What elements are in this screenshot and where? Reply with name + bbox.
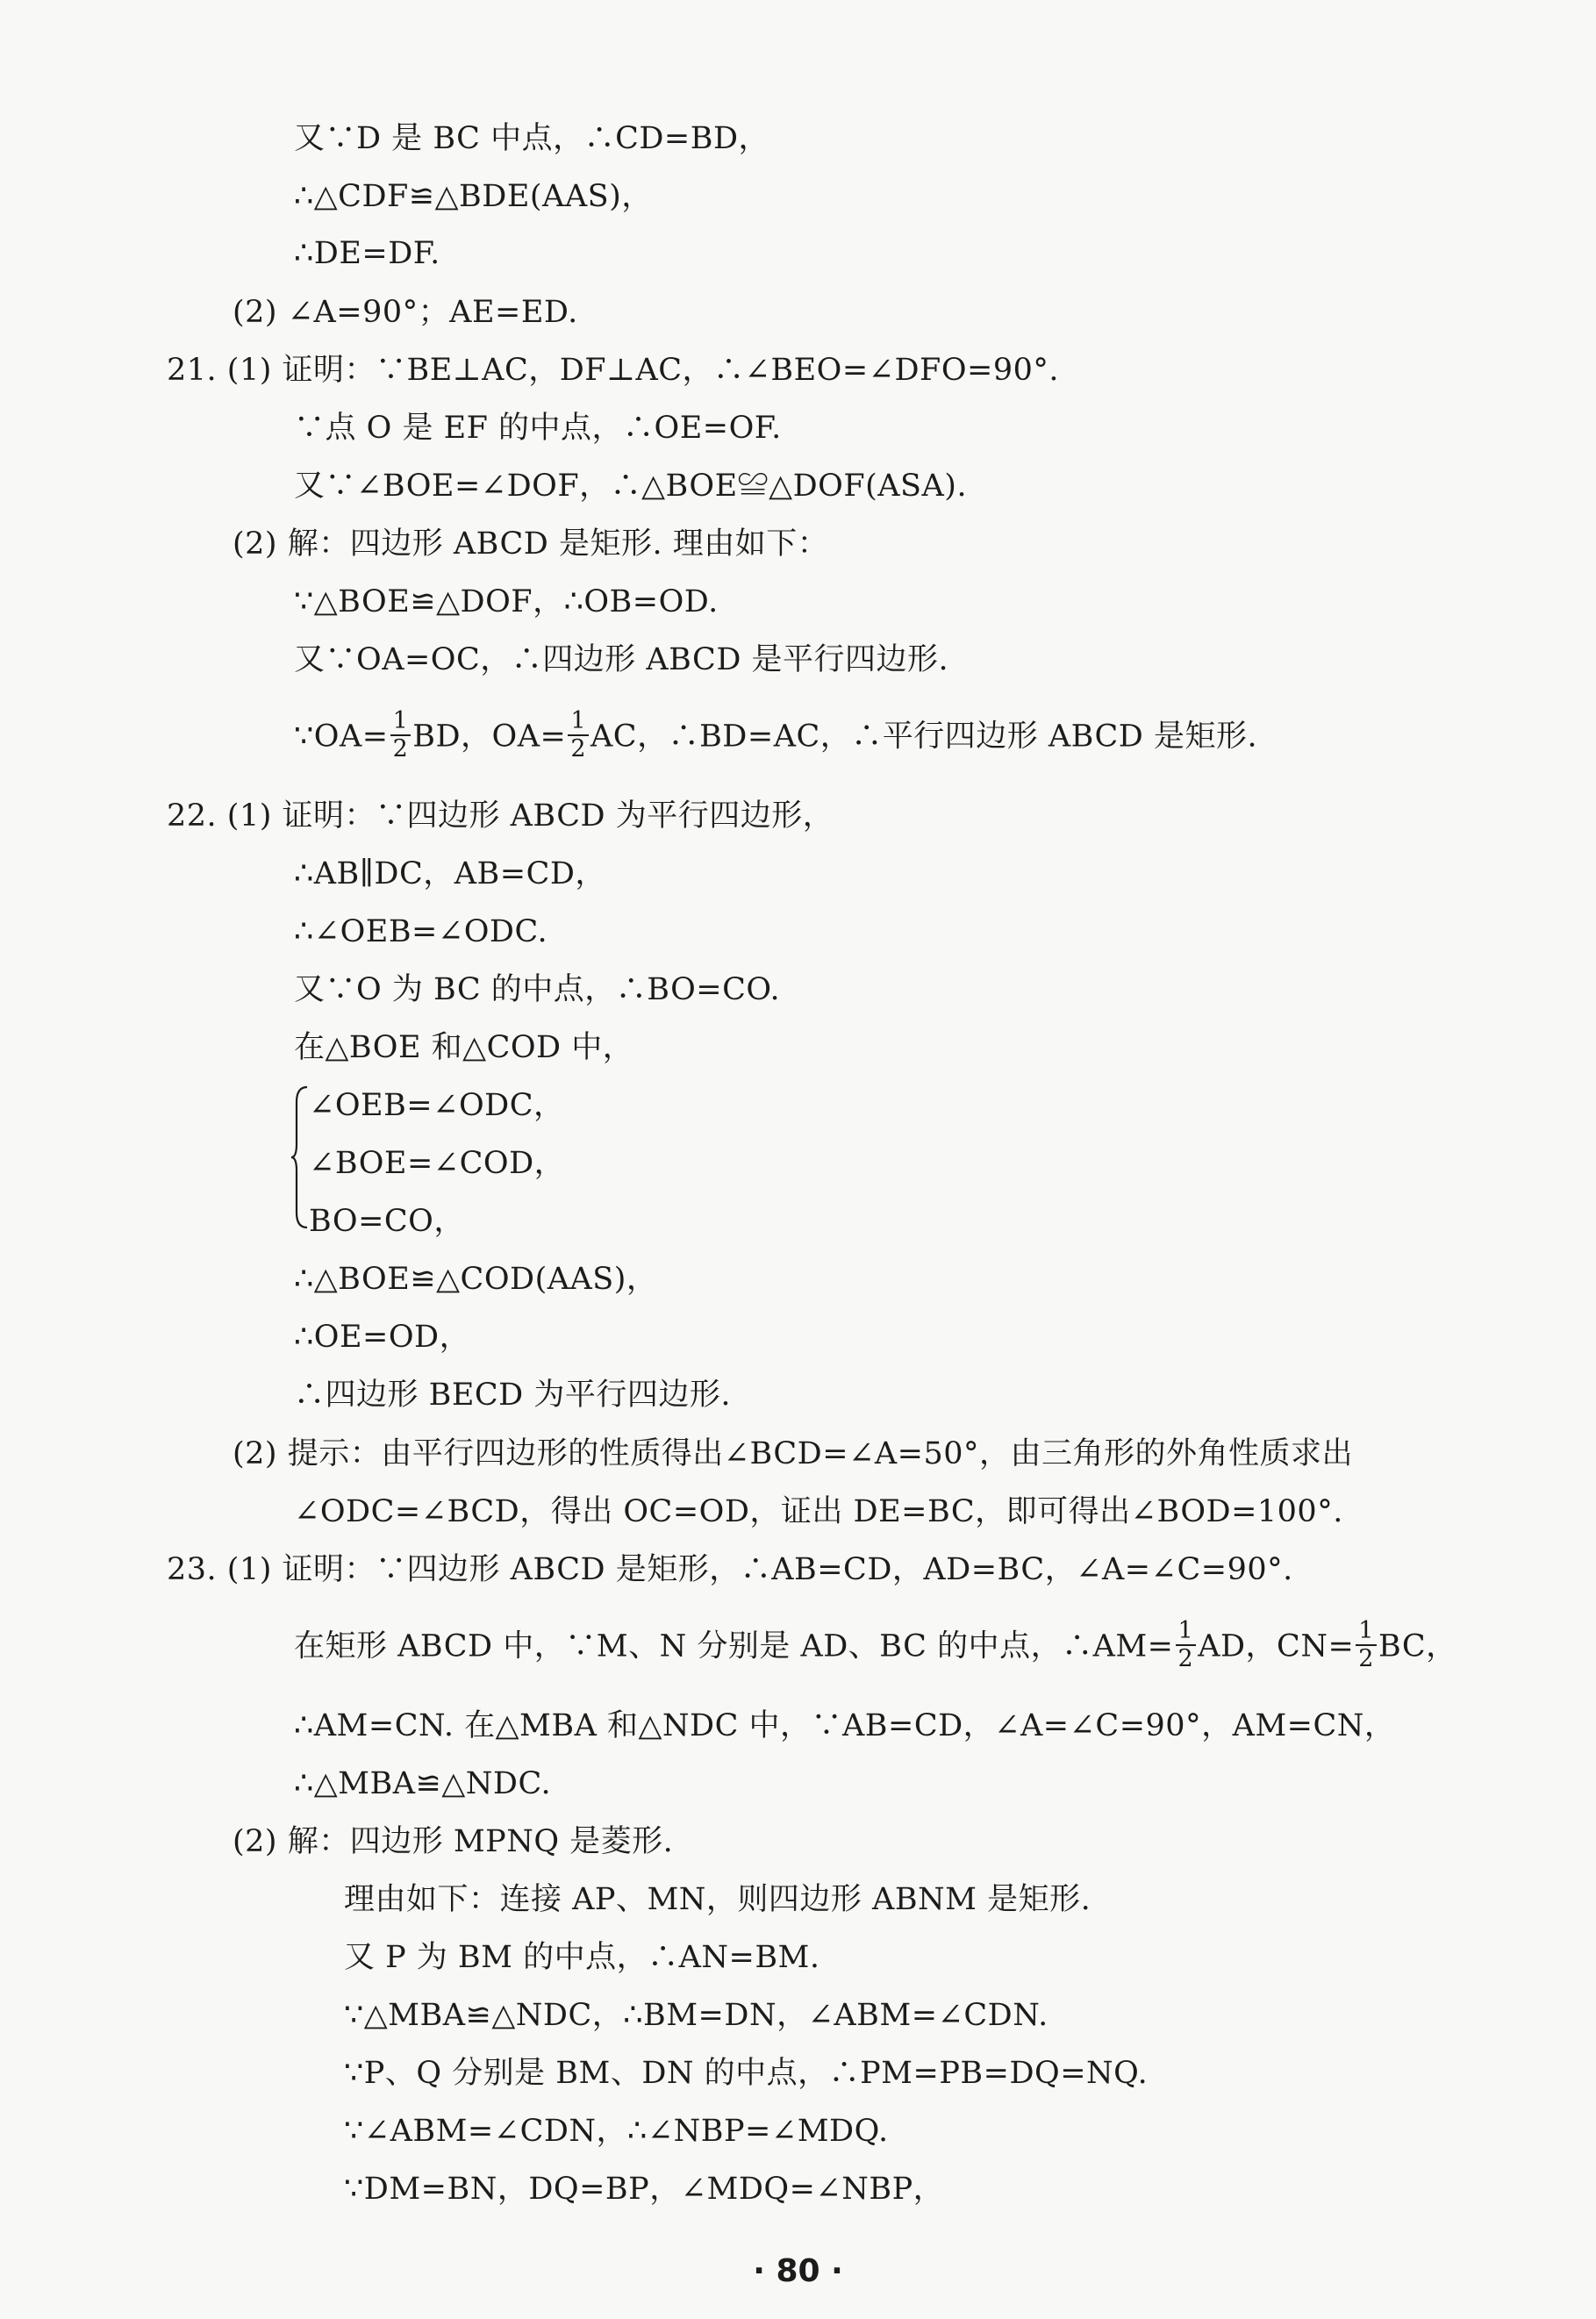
question-21: 21. (1) 证明：∵BE⊥AC，DF⊥AC，∴∠BEO=∠DFO=90°. [167, 353, 1060, 388]
text-line: 又∵D 是 BC 中点，∴CD=BD， [294, 121, 770, 156]
text-line: 又∵∠BOE=∠DOF，∴△BOE≌△DOF(ASA). [294, 469, 968, 504]
text-line: ∴四边形 BECD 为平行四边形. [294, 1378, 731, 1413]
text-line: ∠ODC=∠BCD，得出 OC=OD，证出 DE=BC，即可得出∠BOD=100°. [294, 1494, 1343, 1529]
text-line: ∵P、Q 分别是 BM、DN 的中点，∴PM=PB=DQ=NQ. [344, 2056, 1149, 2091]
text-line: ∴△CDF≌△BDE(AAS)， [294, 179, 653, 214]
text-line: ∴AM=CN. 在△MBA 和△NDC 中，∵AB=CD，∠A=∠C=90°，AM=CN， [294, 1708, 1396, 1743]
text-line: ∵∠ABM=∠CDN，∴∠NBP=∠MDQ. [344, 2114, 889, 2149]
question-23: 23. (1) 证明：∵四边形 ABCD 是矩形，∴AB=CD，AD=BC，∠A=∠C=90°. [167, 1552, 1293, 1587]
fraction-line-23: 在矩形 ABCD 中，∵M、N 分别是 AD、BC 的中点，∴AM= $\frac{1}{2}$ AD，CN= $\frac{1}{2}$ BC， [294, 1617, 1457, 1672]
text-line: ∴OE=OD， [294, 1320, 471, 1355]
text-line: 又 P 为 BM 的中点，∴AN=BM. [344, 1940, 820, 1975]
fraction-line-21: ∵OA= $\frac{1}{2}$ BD，OA= $\frac{1}{2}$ AC，∴BD=AC，∴平行四边形 ABCD 是矩形. [294, 707, 1258, 762]
text-line: ∠BOE=∠COD， [309, 1146, 566, 1181]
text-line: (2) ∠A=90°；AE=ED. [233, 295, 578, 330]
text-line: ∴△MBA≌△NDC. [294, 1766, 552, 1801]
text-line: 在△BOE 和△COD 中， [294, 1030, 634, 1065]
text-line: ∴AB∥DC，AB=CD， [294, 856, 606, 891]
text-line: ∴DE=DF. [294, 236, 440, 271]
text-line: (2) 解：四边形 MPNQ 是菱形. [233, 1824, 674, 1859]
text-line: ∠OEB=∠ODC， [309, 1088, 565, 1123]
fraction-half: $\frac{1}{2}$ [1356, 1618, 1377, 1672]
text-line: ∵△BOE≌△DOF，∴OB=OD. [294, 584, 719, 619]
fraction-half: $\frac{1}{2}$ [390, 708, 412, 762]
text-line: ∵点 O 是 EF 的中点，∴OE=OF. [294, 411, 782, 446]
text-line: (2) 提示：由平行四边形的性质得出∠BCD=∠A=50°，由三角形的外角性质求出 [233, 1436, 1354, 1471]
text-line: ∴△BOE≌△COD(AAS)， [294, 1262, 658, 1297]
text-line: ∵△MBA≌△NDC，∴BM=DN，∠ABM=∠CDN. [344, 1998, 1048, 2033]
text-line: ∴∠OEB=∠ODC. [294, 914, 548, 949]
curly-brace-icon [290, 1084, 311, 1230]
fraction-half: $\frac{1}{2}$ [1176, 1618, 1197, 1672]
question-22: 22. (1) 证明：∵四边形 ABCD 为平行四边形， [167, 798, 834, 834]
page-number: · 80 · [753, 2253, 843, 2289]
text-line: 又∵O 为 BC 的中点，∴BO=CO. [294, 972, 781, 1007]
text-line: BO=CO， [309, 1204, 465, 1239]
text-line: ∵DM=BN，DQ=BP，∠MDQ=∠NBP， [344, 2172, 945, 2207]
text-line: (2) 解：四边形 ABCD 是矩形. 理由如下： [233, 526, 829, 562]
text-line: 又∵OA=OC，∴四边形 ABCD 是平行四边形. [294, 642, 949, 677]
fraction-half: $\frac{1}{2}$ [568, 708, 589, 762]
text-line: 理由如下：连接 AP、MN，则四边形 ABNM 是矩形. [344, 1882, 1091, 1917]
